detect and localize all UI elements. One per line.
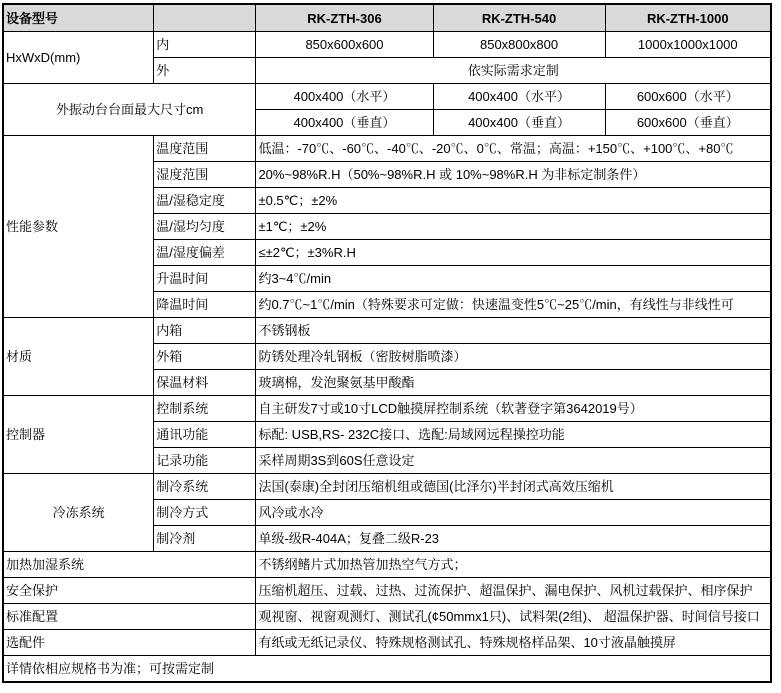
spec-row-value: 低温：-70℃、-60℃、-40℃、-20℃、0℃、常温；高温：+150℃、+100℃、+80℃ xyxy=(256,136,771,162)
header-model-1: RK-ZTH-306 xyxy=(256,4,433,32)
spec-row-value: 风冷或水冷 xyxy=(256,500,771,526)
dimensions-inner-value-2: 850x800x800 xyxy=(433,32,605,58)
performance-section-label: 性能参数 xyxy=(3,136,154,318)
dimensions-inner-value-1: 850x600x600 xyxy=(256,32,433,58)
material-section-label: 材质 xyxy=(3,318,154,396)
vibration-horizontal-row xyxy=(3,84,771,110)
spec-row-value: 约3~4℃/min xyxy=(256,266,771,292)
refrigeration-row-system xyxy=(3,474,771,500)
vibration-vertical-value-2: 400x400（垂直） xyxy=(433,110,605,136)
spec-row-label: 制冷剂 xyxy=(154,526,256,552)
spec-row-label: 通讯功能 xyxy=(154,422,256,448)
safety-row xyxy=(3,578,771,604)
spec-row-label: 温/湿均匀度 xyxy=(154,214,256,240)
header-model-3: RK-ZTH-1000 xyxy=(605,4,771,32)
spec-row-label: 内箱 xyxy=(154,318,256,344)
spec-row-label: 外箱 xyxy=(154,344,256,370)
spec-row-label: 保温材料 xyxy=(154,370,256,396)
spec-row-label: 温度范围 xyxy=(154,136,256,162)
spec-row-value: 标配: USB,RS- 232C接口、选配:局域网远程操控功能 xyxy=(256,422,771,448)
vibration-horizontal-value-2: 400x400（水平） xyxy=(433,84,605,110)
spec-row-label: 温/湿稳定度 xyxy=(154,188,256,214)
dimensions-outer-label: 外 xyxy=(154,58,256,84)
spec-row-value: 自主研发7寸或10寸LCD触摸屏控制系统（软著登字第3642019号） xyxy=(256,396,771,422)
material-row-inner-box xyxy=(3,318,771,344)
spec-row-value: 采样周期3S到60S任意设定 xyxy=(256,448,771,474)
vibration-horizontal-value-1: 400x400（水平） xyxy=(256,84,433,110)
standard-config-section-label: 标准配置 xyxy=(3,604,256,630)
dimensions-inner-value-3: 1000x1000x1000 xyxy=(605,32,771,58)
controller-row-control-system xyxy=(3,396,771,422)
vibration-vertical-value-3: 600x600（垂直） xyxy=(605,110,771,136)
spec-row-value: ≤±2℃；±3%R.H xyxy=(256,240,771,266)
footnote-text: 详情依相应规格书为准；可按需定制 xyxy=(3,656,771,683)
vibration-horizontal-value-3: 600x600（水平） xyxy=(605,84,771,110)
heating-row xyxy=(3,552,771,578)
spec-row-label: 湿度范围 xyxy=(154,162,256,188)
standard-config-value: 观视窗、视窗观测灯、测试孔(¢50mmx1只)、试料架(2组)、 超温保护器、时间信号接口 xyxy=(256,604,771,630)
spec-row-label: 制冷系统 xyxy=(154,474,256,500)
spec-table xyxy=(2,3,772,683)
vibration-vertical-value-1: 400x400（垂直） xyxy=(256,110,433,136)
spec-row-label: 记录功能 xyxy=(154,448,256,474)
spec-row-label: 降温时间 xyxy=(154,292,256,318)
spec-row-value: 约0.7℃~1℃/min（特殊要求可定做：快速温变性5℃~25℃/min，有线性与非线性可 xyxy=(256,292,771,318)
controller-section-label: 控制器 xyxy=(3,396,154,474)
spec-row-value: 单级-级R-404A；复叠二级R-23 xyxy=(256,526,771,552)
spec-row-value: ±1℃；±2% xyxy=(256,214,771,240)
spec-row-value: 防锈处理冷轧钢板（密胺树脂喷漆） xyxy=(256,344,771,370)
heating-value: 不锈纲鳍片式加热管加热空气方式； xyxy=(256,552,771,578)
safety-section-label: 安全保护 xyxy=(3,578,256,604)
spec-row-value: 不锈钢板 xyxy=(256,318,771,344)
spec-row-label: 温/湿度偏差 xyxy=(154,240,256,266)
spec-row-value: 玻璃棉，发泡聚氨基甲酸酯 xyxy=(256,370,771,396)
header-spacer-cell xyxy=(154,4,256,32)
performance-row-temp-range xyxy=(3,136,771,162)
dimensions-section-label: HxWxD(mm) xyxy=(3,32,154,84)
header-row xyxy=(3,4,771,32)
heating-section-label: 加热加湿系统 xyxy=(3,552,256,578)
dimensions-inner-label: 内 xyxy=(154,32,256,58)
spec-row-value: ±0.5℃；±2% xyxy=(256,188,771,214)
spec-row-label: 升温时间 xyxy=(154,266,256,292)
spec-row-value: 法国(泰康)全封闭压缩机组或德国(比泽尔)半封闭式高效压缩机 xyxy=(256,474,771,500)
optional-row xyxy=(3,630,771,656)
refrigeration-section-label: 冷冻系统 xyxy=(3,474,154,552)
optional-section-label: 选配件 xyxy=(3,630,256,656)
spec-row-label: 控制系统 xyxy=(154,396,256,422)
vibration-section-label: 外振动台台面最大尺寸cm xyxy=(3,84,256,136)
optional-value: 有纸或无纸记录仪、特殊规格测试孔、特殊规格样品架、10寸液晶触摸屏 xyxy=(256,630,771,656)
footnote-row xyxy=(3,656,771,683)
header-device-model-label: 设备型号 xyxy=(3,4,154,32)
standard-config-row xyxy=(3,604,771,630)
dimensions-inner-row xyxy=(3,32,771,58)
spec-row-label: 制冷方式 xyxy=(154,500,256,526)
dimensions-outer-value: 依实际需求定制 xyxy=(256,58,771,84)
spec-row-value: 20%~98%R.H（50%~98%R.H 或 10%~98%R.H 为非标定制条件） xyxy=(256,162,771,188)
safety-value: 压缩机超压、过载、过热、过流保护、超温保护、漏电保护、风机过载保护、相序保护 xyxy=(256,578,771,604)
header-model-2: RK-ZTH-540 xyxy=(433,4,605,32)
